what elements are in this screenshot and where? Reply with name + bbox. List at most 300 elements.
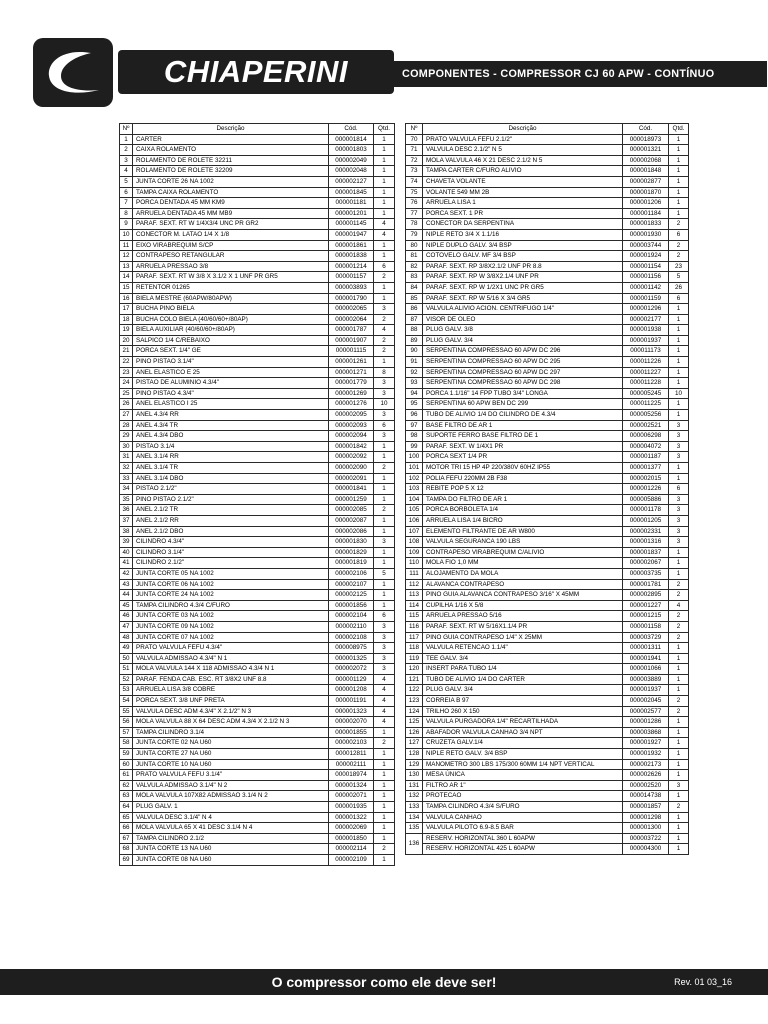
- part-quantity: 6: [669, 484, 689, 495]
- table-row: [406, 155, 689, 166]
- part-number: 90: [406, 346, 423, 357]
- part-number: 109: [406, 547, 423, 558]
- table-row: [406, 357, 689, 368]
- part-code: 000001856: [329, 600, 374, 611]
- table-row: [120, 791, 395, 802]
- parts-table-left: [119, 123, 395, 866]
- part-code: 000002072: [329, 664, 374, 675]
- part-number: 19: [120, 325, 133, 336]
- part-code: 000014738: [623, 791, 669, 802]
- part-quantity: 1: [669, 410, 689, 421]
- table-row: [120, 240, 395, 251]
- table-row: [120, 854, 395, 865]
- part-quantity: 1: [669, 653, 689, 664]
- table-row: [120, 526, 395, 537]
- part-description: CONTRAPESO VIRABREQUIM C/ALIVIO: [423, 547, 623, 558]
- part-description: PORCA SEXT. 1/4" GE: [133, 346, 329, 357]
- part-description: FILTRO AR 1": [423, 780, 623, 791]
- part-description: CONECTOR DA SERPENTINA: [423, 219, 623, 230]
- part-description: MOTOR TRI 15 HP 4P 220/380V 60HZ IP55: [423, 463, 623, 474]
- part-description: JUNTA CORTE 06 NA 1002: [133, 579, 329, 590]
- part-number: 24: [120, 378, 133, 389]
- table-row: [120, 420, 395, 431]
- part-number: 73: [406, 166, 423, 177]
- part-number: 63: [120, 791, 133, 802]
- part-description: PARAF. SEXT. RP W 5/16 X 3/4 GR5: [423, 293, 623, 304]
- table-row: [406, 314, 689, 325]
- table-row: [406, 558, 689, 569]
- part-number: 78: [406, 219, 423, 230]
- part-code: 000001181: [329, 198, 374, 209]
- part-quantity: 1: [669, 749, 689, 760]
- table-row: [406, 420, 689, 431]
- part-quantity: 1: [374, 727, 395, 738]
- table-row: [406, 378, 689, 389]
- part-number: 39: [120, 537, 133, 548]
- part-number: 33: [120, 473, 133, 484]
- part-quantity: 6: [374, 420, 395, 431]
- table-row: [406, 251, 689, 262]
- table-row: [406, 621, 689, 632]
- part-number: 43: [120, 579, 133, 590]
- part-quantity: 26: [669, 282, 689, 293]
- part-code: 000001838: [329, 251, 374, 262]
- table-row: [406, 505, 689, 516]
- part-description: VALVULA ALIVIO ACION. CENTRIFUGO 1/4": [423, 304, 623, 315]
- part-code: 000001191: [329, 696, 374, 707]
- table-row: [120, 568, 395, 579]
- part-number: 35: [120, 494, 133, 505]
- part-code: 000001845: [329, 187, 374, 198]
- part-code: 000005245: [623, 388, 669, 399]
- part-number: 94: [406, 388, 423, 399]
- part-code: 000003722: [623, 833, 669, 844]
- table-row: [120, 537, 395, 548]
- part-code: 000001938: [623, 325, 669, 336]
- part-quantity: 5: [669, 272, 689, 283]
- part-quantity: 1: [669, 335, 689, 346]
- part-code: 000002071: [329, 791, 374, 802]
- part-description: VALVULA ADMISSAO 4.3/4" N 1: [133, 653, 329, 664]
- table-row: [120, 251, 395, 262]
- part-number: 44: [120, 590, 133, 601]
- table-row: [406, 823, 689, 834]
- part-quantity: 1: [374, 749, 395, 760]
- part-code: 000001848: [623, 166, 669, 177]
- part-quantity: 1: [669, 643, 689, 654]
- table-row: [406, 632, 689, 643]
- part-quantity: 1: [669, 833, 689, 844]
- part-description: PARAF. SEXT. RT W 1/4X3/4 UNC PR GR2: [133, 219, 329, 230]
- part-description: VALVULA RETENCAO 1.1/4": [423, 643, 623, 654]
- part-quantity: 1: [669, 727, 689, 738]
- part-code: 000002085: [329, 505, 374, 516]
- table-row: [120, 590, 395, 601]
- part-quantity: 1: [374, 282, 395, 293]
- part-number: 10: [120, 229, 133, 240]
- table-row: [120, 155, 395, 166]
- part-code: 000003893: [329, 282, 374, 293]
- part-description: CORREIA B 97: [423, 696, 623, 707]
- part-number: 17: [120, 304, 133, 315]
- footer-slogan: O compressor como ele deve ser!: [271, 974, 497, 990]
- table-row: [120, 145, 395, 156]
- part-code: 000001115: [329, 346, 374, 357]
- part-quantity: 3: [669, 494, 689, 505]
- part-code: 000002108: [329, 632, 374, 643]
- part-quantity: 1: [669, 176, 689, 187]
- table-row: [406, 187, 689, 198]
- table-row: [406, 463, 689, 474]
- part-code: 000001298: [623, 812, 669, 823]
- part-number: 124: [406, 706, 423, 717]
- part-description: ANEL 2.1/2 RR: [133, 515, 329, 526]
- part-code: 000001269: [329, 388, 374, 399]
- part-description: PORCA SEXT. 1 PR: [423, 208, 623, 219]
- table-row: [406, 791, 689, 802]
- part-description: RESERV. HORIZONTAL 425 L 60APW: [423, 844, 623, 855]
- part-number: 118: [406, 643, 423, 654]
- part-description: PINO PISTAO 2.1/2": [133, 494, 329, 505]
- part-description: MESA ÚNICA: [423, 770, 623, 781]
- table-row: [406, 568, 689, 579]
- part-description: CARTER: [133, 134, 329, 145]
- part-number: 57: [120, 727, 133, 738]
- table-row: [120, 484, 395, 495]
- brand-wordmark: [118, 50, 394, 94]
- part-number: 70: [406, 134, 423, 145]
- part-number: 49: [120, 643, 133, 654]
- table-row: [120, 547, 395, 558]
- part-code: 000011225: [623, 399, 669, 410]
- part-code: 000002127: [329, 176, 374, 187]
- parts-table-body-left: [120, 134, 395, 865]
- part-number: 38: [120, 526, 133, 537]
- part-code: 000002093: [329, 420, 374, 431]
- part-description: VALVULA SEGURANCA 190 LBS: [423, 537, 623, 548]
- table-row: [406, 441, 689, 452]
- table-row: [406, 515, 689, 526]
- part-code: 000002331: [623, 526, 669, 537]
- part-description: PORCA SEXT. 3/8 UNF PRETA: [133, 696, 329, 707]
- part-number: 27: [120, 410, 133, 421]
- table-row: [120, 823, 395, 834]
- table-row: [406, 410, 689, 421]
- part-quantity: 1: [669, 346, 689, 357]
- part-code: 000001205: [623, 515, 669, 526]
- part-quantity: 3: [374, 410, 395, 421]
- part-number: 131: [406, 780, 423, 791]
- part-description: JUNTA CORTE 05 NA 1002: [133, 568, 329, 579]
- part-description: MOLA VALVULA 88 X 64 DESC ADM 4.3/4 X 2.1/2 N 3: [133, 717, 329, 728]
- part-number: 80: [406, 240, 423, 251]
- part-number: 45: [120, 600, 133, 611]
- part-code: 000002092: [329, 452, 374, 463]
- part-description: PARAF. SEXT. RT W 3/8 X 3.1/2 X 1 UNF PR GR5: [133, 272, 329, 283]
- part-description: MOLA FIO 1,0 MM: [423, 558, 623, 569]
- table-row: [120, 664, 395, 675]
- table-row: [120, 187, 395, 198]
- part-description: ROLAMENTO DE ROLETE 32211: [133, 155, 329, 166]
- part-description: BIELA AUXILIAR (40/60/60+/80AP): [133, 325, 329, 336]
- part-number: 68: [120, 844, 133, 855]
- part-code: 000002048: [329, 166, 374, 177]
- part-number: 102: [406, 473, 423, 484]
- part-quantity: 2: [669, 590, 689, 601]
- part-quantity: 1: [374, 484, 395, 495]
- part-quantity: 1: [374, 526, 395, 537]
- part-number: 29: [120, 431, 133, 442]
- part-quantity: 2: [374, 738, 395, 749]
- part-code: 000002577: [623, 706, 669, 717]
- table-row: [120, 738, 395, 749]
- table-row: [120, 579, 395, 590]
- part-number: 3: [120, 155, 133, 166]
- part-number: 93: [406, 378, 423, 389]
- part-number: 37: [120, 515, 133, 526]
- part-description: PROTECAO: [423, 791, 623, 802]
- part-code: 000003735: [623, 568, 669, 579]
- part-description: TAMPA CARTER C/FURO ALIVIO: [423, 166, 623, 177]
- table-row: [120, 515, 395, 526]
- part-code: 000002626: [623, 770, 669, 781]
- table-row: [406, 727, 689, 738]
- table-row: [120, 388, 395, 399]
- part-number: 21: [120, 346, 133, 357]
- part-code: 000001208: [329, 685, 374, 696]
- table-row: [406, 134, 689, 145]
- part-quantity: 6: [374, 611, 395, 622]
- part-quantity: 4: [374, 325, 395, 336]
- part-quantity: 2: [374, 346, 395, 357]
- part-code: 000001259: [329, 494, 374, 505]
- part-description: BUCHA COLO BIELA (40/60/60+/80AP): [133, 314, 329, 325]
- part-description: CRUZETA GALV.1/4: [423, 738, 623, 749]
- part-number: 83: [406, 272, 423, 283]
- table-row: [406, 706, 689, 717]
- table-row: [120, 833, 395, 844]
- part-quantity: 1: [669, 812, 689, 823]
- part-number: 2: [120, 145, 133, 156]
- part-number: 91: [406, 357, 423, 368]
- part-quantity: 2: [374, 335, 395, 346]
- part-number: 135: [406, 823, 423, 834]
- part-number: 114: [406, 600, 423, 611]
- part-number: 87: [406, 314, 423, 325]
- table-row: [120, 261, 395, 272]
- part-quantity: 2: [669, 579, 689, 590]
- part-number: 14: [120, 272, 133, 283]
- part-number: 42: [120, 568, 133, 579]
- part-description: SALPICO 1/4 C/REBAIXO: [133, 335, 329, 346]
- table-row: [120, 696, 395, 707]
- part-quantity: 3: [669, 431, 689, 442]
- table-row: [120, 357, 395, 368]
- part-description: ANEL 3.1/4 RR: [133, 452, 329, 463]
- footer-bar: [0, 969, 768, 995]
- table-row: [406, 685, 689, 696]
- table-row: [406, 367, 689, 378]
- part-description: JUNTA CORTE 08 NA U60: [133, 854, 329, 865]
- part-description: PARAF. SEXT. RP W 1/2X1 UNC PR GR5: [423, 282, 623, 293]
- part-quantity: 3: [374, 621, 395, 632]
- part-code: 000001779: [329, 378, 374, 389]
- table-row: [120, 367, 395, 378]
- table-row: [406, 240, 689, 251]
- table-row: [120, 272, 395, 283]
- part-code: 000002114: [329, 844, 374, 855]
- part-number: 7: [120, 198, 133, 209]
- table-row: [120, 378, 395, 389]
- part-number: 60: [120, 759, 133, 770]
- part-number: 56: [120, 717, 133, 728]
- part-number: 110: [406, 558, 423, 569]
- part-description: POLIA FEFU 220MM 2B F38: [423, 473, 623, 484]
- part-description: CONECTOR M. LATAO 1/4 X 1/8: [133, 229, 329, 240]
- table-row: [120, 431, 395, 442]
- table-row: [120, 314, 395, 325]
- part-description: VALVULA PURGADORA 1/4" RECARTILHADA: [423, 717, 623, 728]
- part-quantity: 1: [669, 134, 689, 145]
- part-quantity: 1: [374, 145, 395, 156]
- part-number: 53: [120, 685, 133, 696]
- part-code: 000002065: [329, 304, 374, 315]
- part-description: MOLA VALVULA 144 X 118 ADMISSAO 4.3/4 N 1: [133, 664, 329, 675]
- part-description: CUPILHA 1/16 X 5/8: [423, 600, 623, 611]
- part-quantity: 1: [374, 240, 395, 251]
- part-quantity: 1: [374, 558, 395, 569]
- part-code: 000001937: [623, 335, 669, 346]
- part-quantity: 1: [669, 823, 689, 834]
- part-code: 000002895: [623, 590, 669, 601]
- part-quantity: 1: [669, 399, 689, 410]
- part-description: MANOMETRO 300 LBS 175/300 60MM 1/4 NPT VERTICAL: [423, 759, 623, 770]
- table-row: [406, 293, 689, 304]
- part-code: 000004300: [623, 844, 669, 855]
- part-quantity: 3: [374, 632, 395, 643]
- part-description: MOLA VALVULA 65 X 41 DESC 3.1/4 N 4: [133, 823, 329, 834]
- part-quantity: 1: [374, 473, 395, 484]
- table-row: [120, 685, 395, 696]
- part-quantity: 2: [669, 251, 689, 262]
- part-description: VALVULA DESC ADM 4.3/4" X 2.1/2" N 3: [133, 706, 329, 717]
- part-description: RETENTOR 01265: [133, 282, 329, 293]
- part-code: 000001215: [623, 611, 669, 622]
- part-number: 96: [406, 410, 423, 421]
- part-number: 4: [120, 166, 133, 177]
- part-quantity: 1: [669, 547, 689, 558]
- part-description: JUNTA CORTE 02 NA U60: [133, 738, 329, 749]
- part-code: 000001286: [623, 717, 669, 728]
- table-row: [120, 176, 395, 187]
- part-code: 000002109: [329, 854, 374, 865]
- part-code: 000001377: [623, 463, 669, 474]
- part-code: 000002045: [623, 696, 669, 707]
- column-header-number: Nº: [120, 124, 133, 135]
- part-code: 000001833: [623, 219, 669, 230]
- part-number: 41: [120, 558, 133, 569]
- part-code: 000002877: [623, 176, 669, 187]
- part-description: PISTAO DE ALUMINIO 4.3/4": [133, 378, 329, 389]
- part-description: SERPENTINA COMPRESSAO 60 APW DC 295: [423, 357, 623, 368]
- part-quantity: 1: [669, 145, 689, 156]
- part-number: 116: [406, 621, 423, 632]
- part-description: PARAF. SEXT. W 1/4X1 PR: [423, 441, 623, 452]
- part-quantity: 1: [374, 854, 395, 865]
- part-number: 88: [406, 325, 423, 336]
- part-code: 000011228: [623, 378, 669, 389]
- part-quantity: 1: [669, 187, 689, 198]
- part-number: 79: [406, 229, 423, 240]
- table-row: [406, 749, 689, 760]
- part-quantity: 2: [669, 611, 689, 622]
- part-quantity: 3: [669, 452, 689, 463]
- part-code: 000018973: [623, 134, 669, 145]
- table-row: [120, 198, 395, 209]
- part-quantity: 3: [374, 431, 395, 442]
- part-code: 000001842: [329, 441, 374, 452]
- part-description: JUNTA CORTE 07 NA 1002: [133, 632, 329, 643]
- part-description: TAMPA DO FILTRO DE AR 1: [423, 494, 623, 505]
- part-number: 65: [120, 812, 133, 823]
- part-number: 120: [406, 664, 423, 675]
- part-quantity: 3: [374, 537, 395, 548]
- part-code: 000002094: [329, 431, 374, 442]
- part-code: 000002087: [329, 515, 374, 526]
- part-quantity: 6: [669, 293, 689, 304]
- part-quantity: 1: [374, 452, 395, 463]
- part-description: ANEL 4.3/4 TR: [133, 420, 329, 431]
- part-code: 000001937: [623, 685, 669, 696]
- column-header-description: Descrição: [133, 124, 329, 135]
- part-description: PINO GUIA ALAVANCA CONTRAPESO 3/16" X 45MM: [423, 590, 623, 601]
- table-row: [120, 802, 395, 813]
- part-quantity: 1: [669, 568, 689, 579]
- part-description: SERPENTINA COMPRESSAO 60 APW DC 298: [423, 378, 623, 389]
- brand-name: CHIAPERINI: [163, 54, 349, 89]
- part-code: 000001316: [623, 537, 669, 548]
- part-code: 000011173: [623, 346, 669, 357]
- table-row: [406, 399, 689, 410]
- part-quantity: 1: [374, 791, 395, 802]
- part-quantity: 1: [374, 357, 395, 368]
- part-code: 000001781: [623, 579, 669, 590]
- part-quantity: 2: [374, 844, 395, 855]
- table-row: [406, 664, 689, 675]
- part-code: 000001066: [623, 664, 669, 675]
- part-number: 104: [406, 494, 423, 505]
- part-description: ANEL ELASTICO I 25: [133, 399, 329, 410]
- part-description: PORCA 1.1/16" 14 FPP TUBO 3/4" LONGA: [423, 388, 623, 399]
- part-code: 000002125: [329, 590, 374, 601]
- part-code: 000005886: [623, 494, 669, 505]
- part-quantity: 1: [669, 664, 689, 675]
- part-number: 25: [120, 388, 133, 399]
- part-code: 000005256: [623, 410, 669, 421]
- part-quantity: 4: [374, 674, 395, 685]
- part-quantity: 1: [374, 134, 395, 145]
- part-quantity: 2: [374, 272, 395, 283]
- table-row: [120, 844, 395, 855]
- part-quantity: 1: [374, 293, 395, 304]
- part-quantity: 1: [669, 357, 689, 368]
- part-number: 58: [120, 738, 133, 749]
- part-code: 000002111: [329, 759, 374, 770]
- part-description: PINO PISTAO 4.3/4": [133, 388, 329, 399]
- part-description: TRILHO 260 X 150: [423, 706, 623, 717]
- part-code: 000008975: [329, 643, 374, 654]
- part-quantity: 3: [669, 441, 689, 452]
